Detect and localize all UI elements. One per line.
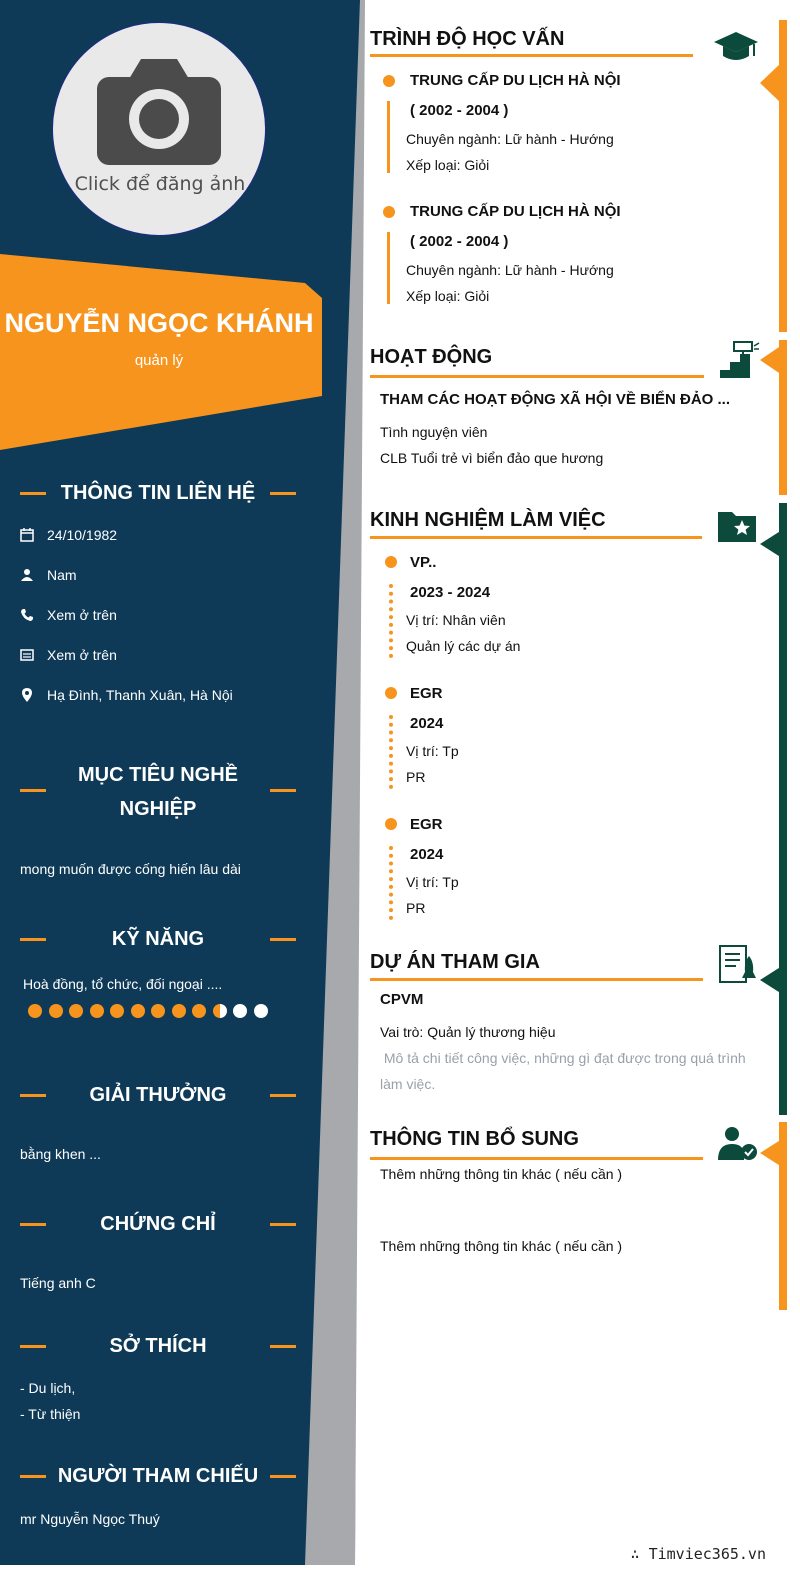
avatar-upload[interactable]: [52, 22, 266, 236]
education-school: TRUNG CẤP DU LỊCH HÀ NỘI: [410, 72, 621, 89]
person-icon: [20, 568, 34, 582]
activity-title: THAM CÁC HOẠT ĐỘNG XÃ HỘI VỀ BIỂN ĐẢO ...: [380, 391, 731, 408]
project-document-icon: [716, 944, 760, 984]
skill-rating-dot: [254, 1004, 268, 1018]
additional-line: Thêm những thông tin khác ( nếu cần ): [380, 1166, 623, 1182]
experience-company: VP..: [410, 554, 437, 571]
timeline-bullet: [383, 75, 395, 87]
camera-icon: [97, 57, 221, 165]
education-grade: Xếp loại: Giỏi: [406, 157, 490, 173]
projects-heading: DỰ ÁN THAM GIA: [370, 951, 540, 973]
contact-email: Xem ở trên: [20, 645, 340, 667]
skill-rating-dot: [213, 1004, 227, 1018]
education-years: ( 2002 - 2004 ): [410, 233, 509, 250]
skills-text: Hoà đồng, tổ chức, đối ngoại ....: [23, 976, 223, 992]
heading-underline: [370, 54, 693, 57]
skill-rating-dot: [151, 1004, 165, 1018]
contact-heading: THÔNG TIN LIÊN HỆ: [20, 479, 296, 507]
timeline-rail-experience: [779, 503, 787, 1115]
experience-position: Vị trí: Tp: [406, 743, 459, 759]
experience-period: 2023 - 2024: [410, 584, 491, 601]
timeline-bullet: [383, 206, 395, 218]
stairs-icon: [716, 340, 760, 380]
additional-line: Thêm những thông tin khác ( nếu cần ): [380, 1238, 623, 1254]
timeline-arrow: [760, 1139, 782, 1167]
email-icon: [20, 648, 34, 662]
footer-brand: ∴ Timviec365.vn: [630, 1545, 766, 1563]
user-check-icon: [716, 1124, 760, 1164]
awards-heading: GIẢI THƯỞNG: [20, 1081, 296, 1109]
activities-heading: HOẠT ĐỘNG: [370, 346, 493, 368]
heading-underline: [370, 536, 702, 539]
experience-position: Vị trí: Tp: [406, 874, 459, 890]
heading-underline: [370, 375, 704, 378]
certificates-text: Tiếng anh C: [20, 1275, 96, 1291]
education-major: Chuyên ngành: Lữ hành - Hướng: [406, 131, 614, 147]
timeline-arrow: [760, 530, 782, 558]
education-years: ( 2002 - 2004 ): [410, 102, 509, 119]
heading-underline: [370, 1157, 703, 1160]
experience-desc: PR: [406, 769, 426, 785]
skill-rating-dot: [90, 1004, 104, 1018]
timeline-dots: [389, 715, 393, 789]
timeline-bullet: [385, 687, 397, 699]
certificates-heading: CHỨNG CHỈ: [20, 1210, 296, 1238]
contact-phone: Xem ở trên: [20, 605, 340, 627]
timeline-bullet: [385, 556, 397, 568]
contact-address: Hạ Đình, Thanh Xuân, Hà Nội: [20, 685, 340, 707]
timeline-bar: [387, 101, 390, 173]
profile-role: quản lý: [134, 352, 184, 369]
skill-rating-dot: [69, 1004, 83, 1018]
graduation-cap-icon: [714, 28, 758, 68]
additional-heading: THÔNG TIN BỔ SUNG: [370, 1128, 579, 1150]
skill-rating-dot: [233, 1004, 247, 1018]
experience-company: EGR: [410, 685, 443, 702]
timeline-arrow: [760, 62, 782, 104]
hobbies-text: - Du lịch, - Từ thiện: [20, 1380, 81, 1422]
avatar-caption: Click để đăng ảnh: [74, 173, 246, 195]
objective-heading: MỤC TIÊU NGHỀ NGHIỆP: [20, 758, 296, 822]
phone-icon: [20, 608, 34, 622]
education-heading: TRÌNH ĐỘ HỌC VẤN: [370, 28, 565, 50]
education-school: TRUNG CẤP DU LỊCH HÀ NỘI: [410, 203, 621, 220]
heading-underline: [370, 978, 703, 981]
references-heading: NGƯỜI THAM CHIẾU: [20, 1462, 296, 1490]
timeline-arrow: [760, 966, 782, 994]
skill-rating-dot: [192, 1004, 206, 1018]
project-role: Vai trò: Quản lý thương hiệu: [380, 1024, 556, 1040]
skills-heading: KỸ NĂNG: [20, 925, 296, 953]
timeline-bullet: [385, 818, 397, 830]
skill-rating-dot: [28, 1004, 42, 1018]
profile-name: NGUYỄN NGỌC KHÁNH: [4, 308, 314, 338]
timeline-bar: [387, 232, 390, 304]
experience-position: Vị trí: Nhân viên: [406, 612, 506, 628]
activity-line: Tình nguyện viên: [380, 424, 488, 440]
experience-period: 2024: [410, 715, 444, 732]
experience-period: 2024: [410, 846, 444, 863]
education-major: Chuyên ngành: Lữ hành - Hướng: [406, 262, 614, 278]
experience-heading: KINH NGHIỆM LÀM VIỆC: [370, 509, 606, 531]
experience-desc: PR: [406, 900, 426, 916]
folder-star-icon: [716, 506, 760, 546]
skill-rating-dot: [131, 1004, 145, 1018]
awards-text: bằng khen ...: [20, 1146, 101, 1162]
hobbies-heading: SỞ THÍCH: [20, 1332, 296, 1360]
education-grade: Xếp loại: Giỏi: [406, 288, 490, 304]
experience-desc: Quản lý các dự án: [406, 638, 521, 654]
calendar-icon: [20, 528, 34, 542]
skill-rating-dot: [49, 1004, 63, 1018]
skill-rating: [28, 1004, 288, 1020]
location-icon: [20, 688, 34, 702]
project-description: làm việc.: [380, 1076, 436, 1092]
activity-line: CLB Tuổi trẻ vì biển đảo que hương: [380, 450, 604, 466]
contact-gender: Nam: [20, 565, 340, 587]
skill-rating-dot: [110, 1004, 124, 1018]
references-text: mr Nguyễn Ngọc Thuý: [20, 1511, 160, 1527]
objective-text: mong muốn được cống hiến lâu dài: [20, 861, 241, 877]
experience-company: EGR: [410, 816, 443, 833]
skill-rating-dot: [172, 1004, 186, 1018]
project-description: Mô tả chi tiết công việc, những gì đạt được trong quá trình: [380, 1050, 746, 1066]
timeline-dots: [389, 584, 393, 658]
timeline-dots: [389, 846, 393, 920]
project-name: CPVM: [380, 991, 424, 1008]
contact-birthday: 24/10/1982: [20, 525, 340, 547]
timeline-arrow: [760, 345, 782, 375]
